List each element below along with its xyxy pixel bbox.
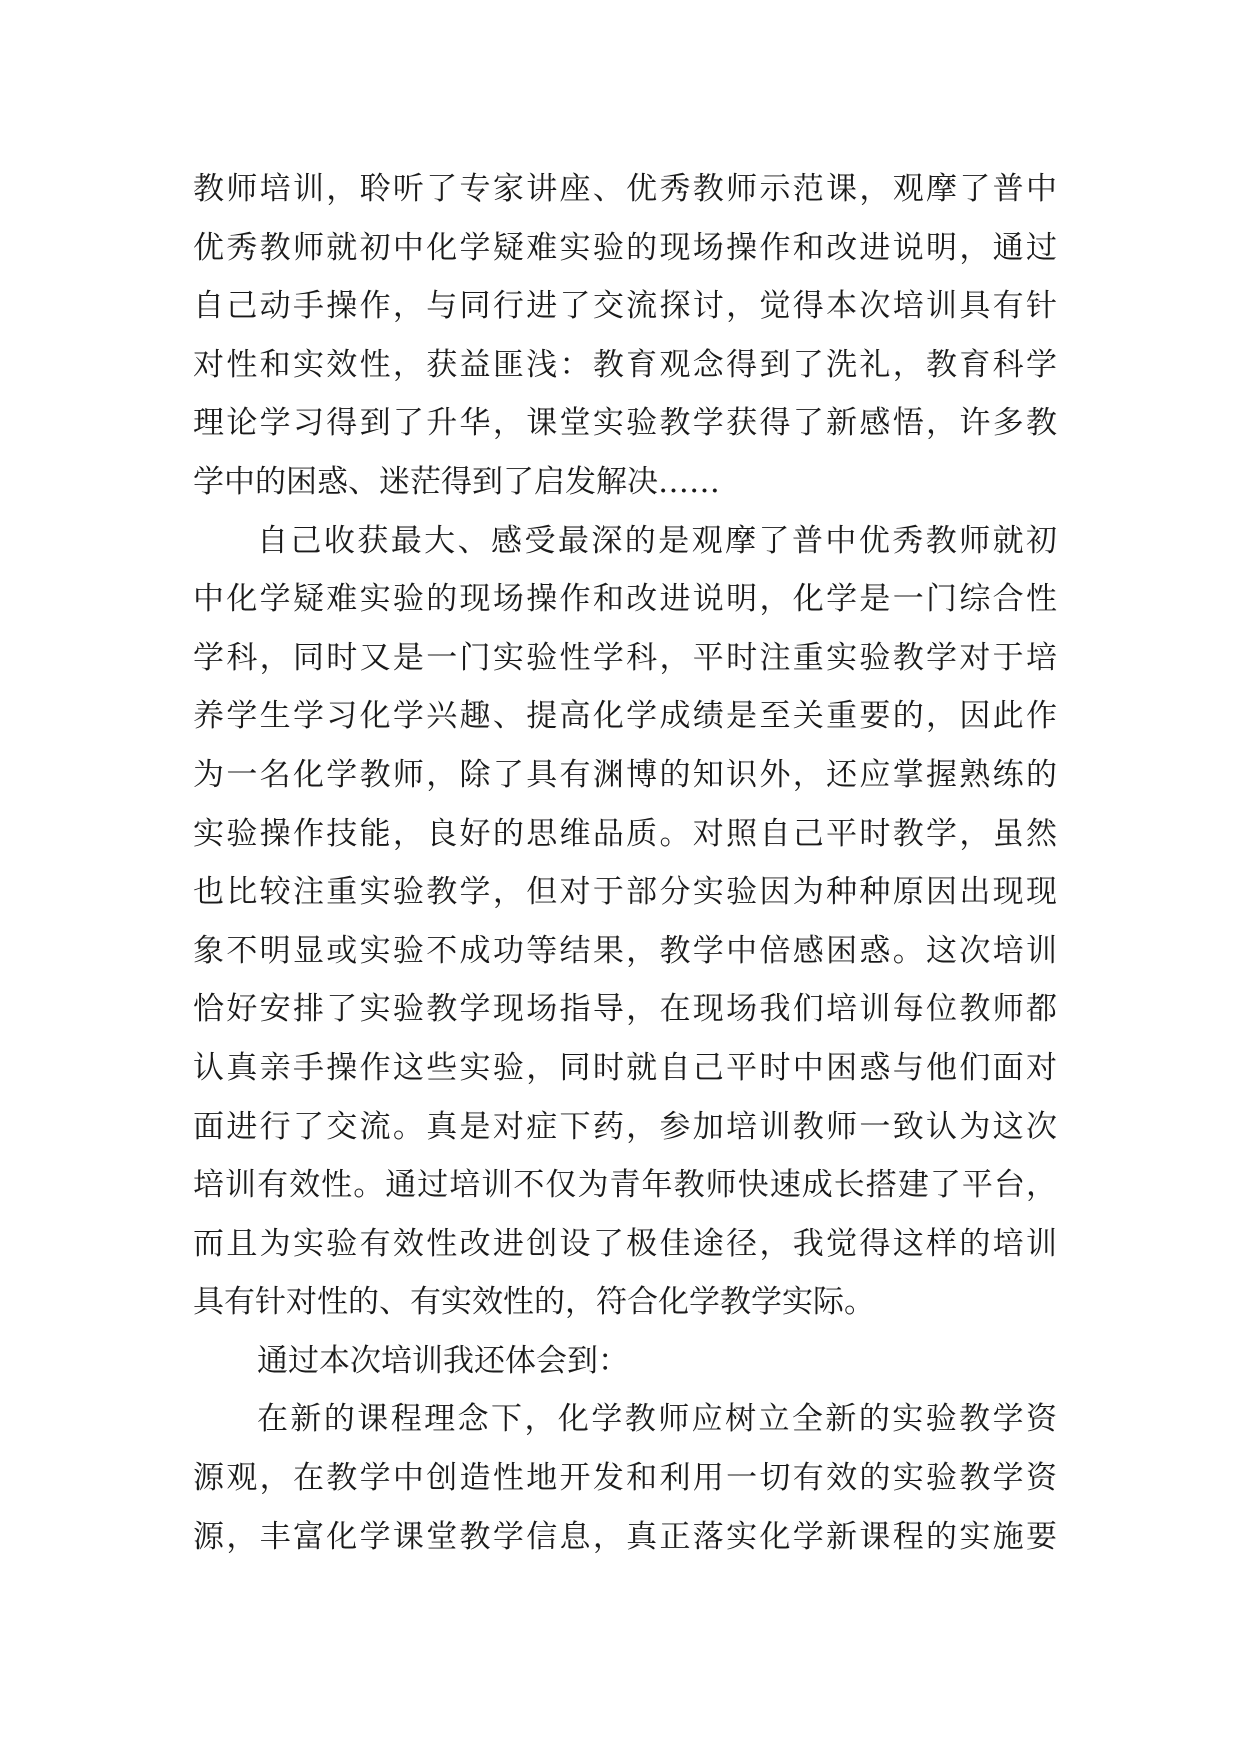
text-line: 优秀教师就初中化学疑难实验的现场操作和改进说明，通过 [193,229,1057,266]
text-line: 而且为实验有效性改进创设了极佳途径，我觉得这样的培训 [193,1225,1057,1262]
text-line: 自己收获最大、感受最深的是观摩了普中优秀教师就初 [257,522,1057,559]
text-line: 为一名化学教师，除了具有渊博的知识外，还应掌握熟练的 [193,756,1057,793]
text-line: 具有针对性的、有实效性的，符合化学教学实际。 [193,1284,875,1321]
text-line: 面进行了交流。真是对症下药，参加培训教师一致认为这次 [193,1108,1057,1145]
text-line: 实验操作技能，良好的思维品质。对照自己平时教学，虽然 [193,815,1057,852]
text-line: 中化学疑难实验的现场操作和改进说明，化学是一门综合性 [193,581,1057,618]
text-line: 也比较注重实验教学，但对于部分实验因为种种原因出现现 [193,874,1057,911]
text-line: 教师培训，聆听了专家讲座、优秀教师示范课，观摩了普中 [193,171,1057,207]
text-line: 培训有效性。通过培训不仅为青年教师快速成长搭建了平台， [193,1167,1057,1204]
text-line: 在新的课程理念下，化学教师应树立全新的实验教学资 [257,1401,1057,1438]
text-line: 恰好安排了实验教学现场指导，在现场我们培训每位教师都 [193,991,1057,1028]
text-line: 学中的困惑、迷茫得到了启发解决…… [193,463,720,500]
text-line: 理论学习得到了升华，课堂实验教学获得了新感悟，许多教 [193,405,1057,442]
text-line: 认真亲手操作这些实验，同时就自己平时中困惑与他们面对 [193,1049,1057,1086]
text-line: 对性和实效性，获益匪浅：教育观念得到了洗礼，教育科学 [193,346,1057,383]
document-body [193,160,1057,1566]
text-line: 学科，同时又是一门实验性学科，平时注重实验教学对于培 [193,639,1057,676]
text-line: 源观，在教学中创造性地开发和利用一切有效的实验教学资 [193,1460,1057,1497]
text-line: 养学生学习化学兴趣、提高化学成绩是至关重要的，因此作 [193,698,1057,735]
text-line: 源，丰富化学课堂教学信息，真正落实化学新课程的实施要 [193,1518,1057,1555]
text-line: 自己动手操作，与同行进了交流探讨，觉得本次培训具有针 [193,288,1057,325]
text-line: 象不明显或实验不成功等结果，教学中倍感困惑。这次培训 [193,932,1057,969]
text-line: 通过本次培训我还体会到： [257,1342,629,1379]
